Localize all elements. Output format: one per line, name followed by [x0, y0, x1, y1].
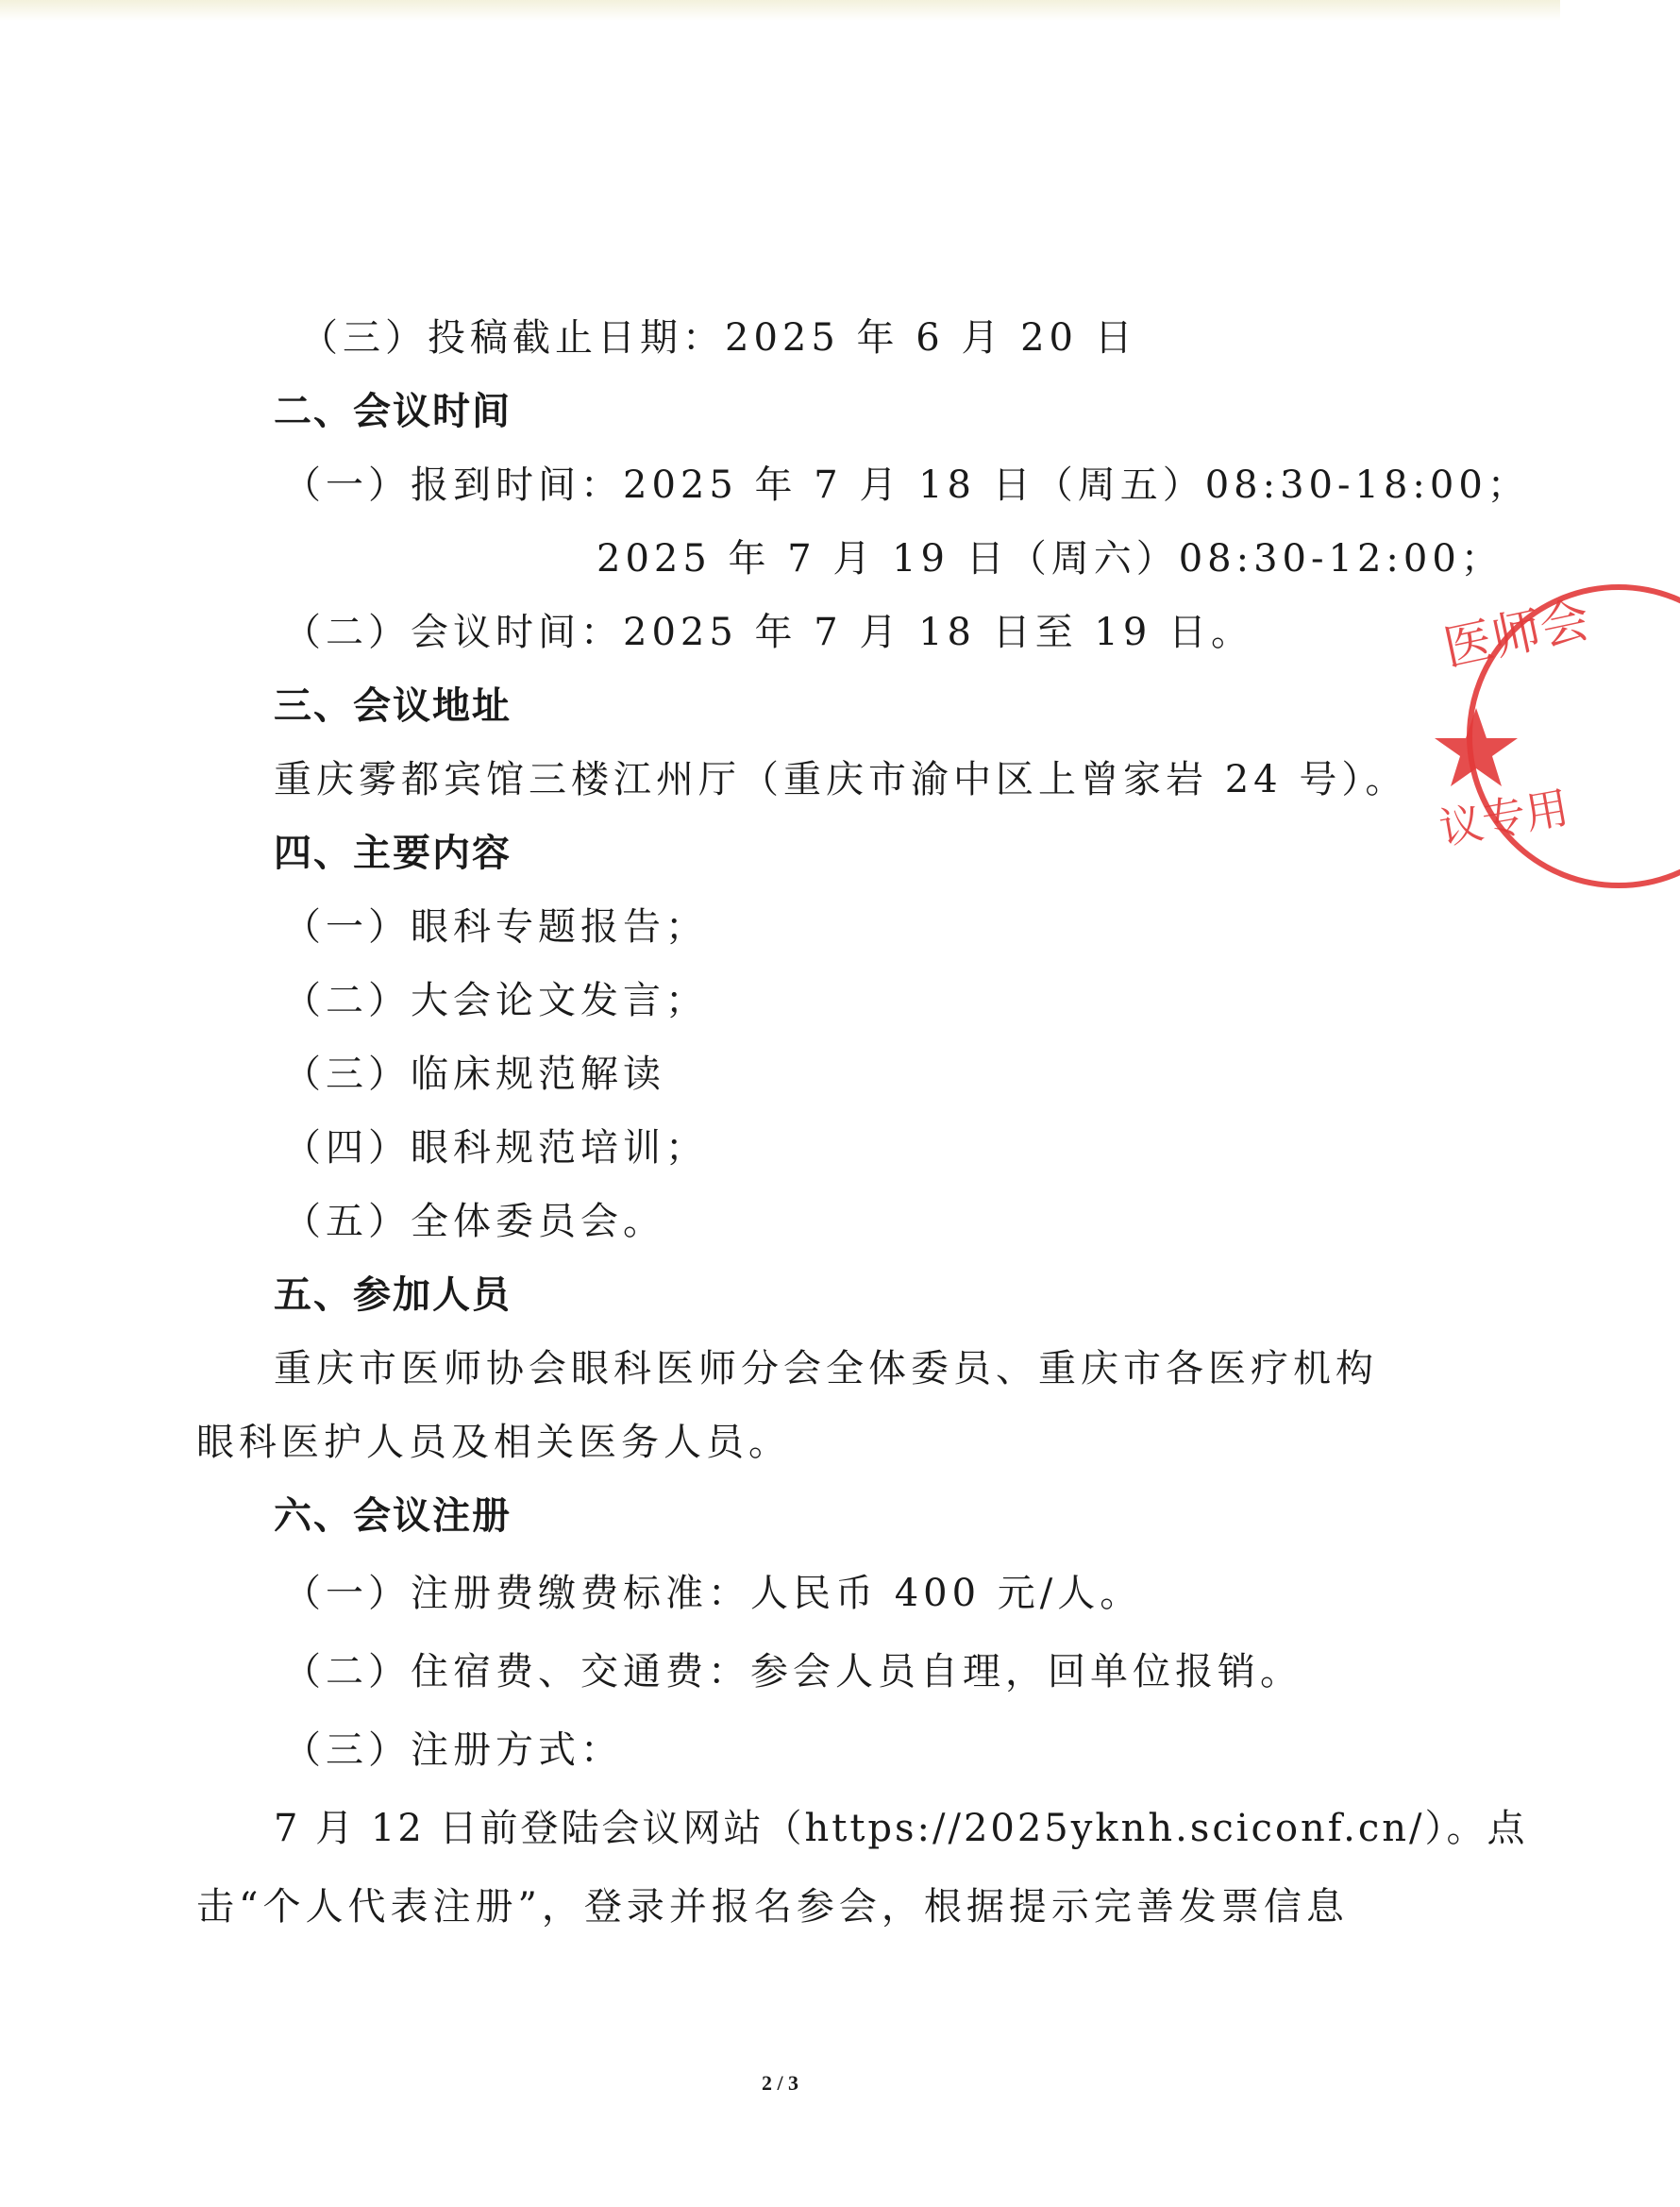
registration-steps-line: 击“个人代表注册”，登录并报名参会，根据提示完善发票信息	[196, 1885, 1349, 1929]
check-in-time-line-2: 2025 年 7 月 19 日（周六）08:30-12:00；	[596, 537, 1504, 581]
content-item-4: （四）眼科规范培训；	[283, 1126, 708, 1170]
registration-website-line: 7 月 12 日前登陆会议网站（https://2025yknh.sciconf.cn/）。点	[274, 1807, 1528, 1850]
content-item-5: （五）全体委员会。	[283, 1200, 665, 1243]
meeting-time-line: （二）会议时间：2025 年 7 月 18 日至 19 日。	[283, 611, 1254, 654]
scan-edge-tint	[0, 0, 1560, 21]
heading-meeting-time: 二、会议时间	[274, 390, 512, 433]
registration-fee-line: （一）注册费缴费标准：人民币 400 元/人。	[283, 1572, 1143, 1615]
check-in-time-line-1: （一）报到时间：2025 年 7 月 18 日（周五）08:30-18:00；	[283, 463, 1530, 507]
content-item-2: （二）大会论文发言；	[283, 979, 708, 1022]
participants-line-1: 重庆市医师协会眼科医师分会全体委员、重庆市各医疗机构	[274, 1347, 1378, 1390]
seal-text-top: 医师会	[1438, 591, 1595, 678]
heading-main-content: 四、主要内容	[274, 832, 512, 875]
heading-registration: 六、会议注册	[274, 1494, 512, 1538]
address-line: 重庆雾都宾馆三楼江州厅（重庆市渝中区上曾家岩 24 号）。	[274, 758, 1408, 801]
official-seal	[1435, 566, 1595, 906]
registration-method-line: （三）注册方式：	[283, 1728, 623, 1772]
deadline-line: （三）投稿截止日期：2025 年 6 月 20 日	[300, 316, 1137, 360]
content-item-3: （三）临床规范解读	[283, 1053, 665, 1096]
participants-line-2: 眼科医护人员及相关医务人员。	[196, 1421, 791, 1464]
heading-participants: 五、参加人员	[274, 1273, 512, 1317]
seal-text-bottom: 议专用	[1435, 782, 1573, 855]
content-item-1: （一）眼科专题报告；	[283, 905, 708, 949]
heading-meeting-address: 三、会议地址	[274, 684, 512, 728]
lodging-fee-line: （二）住宿费、交通费：参会人员自理，回单位报销。	[283, 1650, 1302, 1693]
page-number: 2 / 3	[761, 2071, 799, 2095]
